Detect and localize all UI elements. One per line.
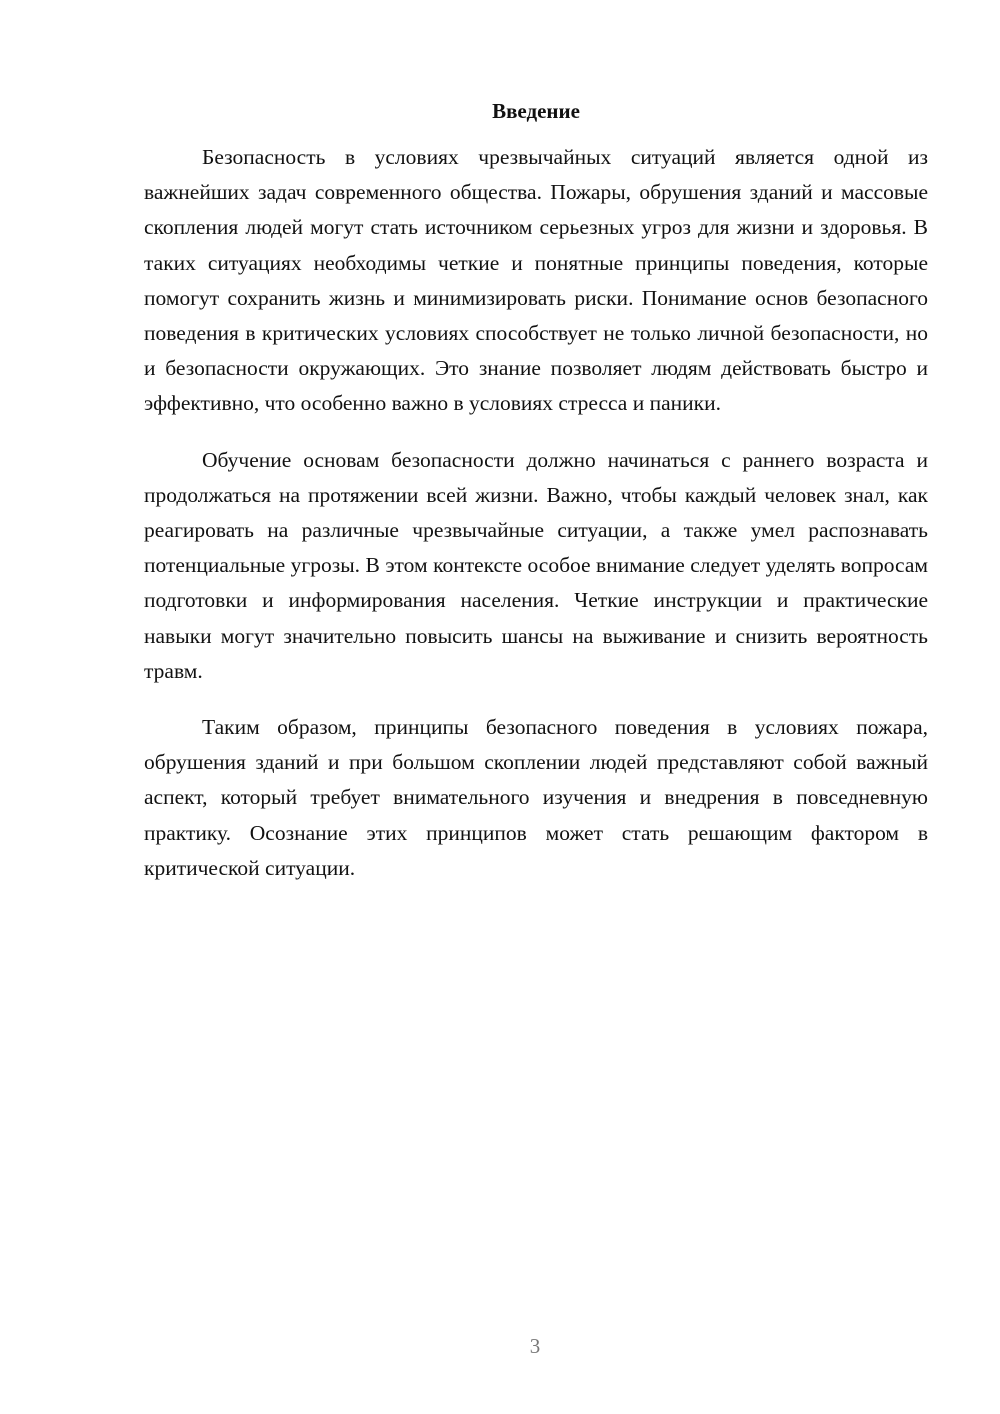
paragraph-3: Таким образом, принципы безопасного поведения в условиях пожара, обрушения зданий и при большом скоплении людей представляют собой важный аспект, который требует внимательного изучения и внедрения в повседневную практику. Осознание этих принципов может стать решающим фактором в критической ситуации. <box>144 715 928 880</box>
page-number: 3 <box>529 1334 541 1358</box>
section-heading: Введение <box>492 99 580 123</box>
paragraph-1: Безопасность в условиях чрезвычайных ситуаций является одной из важнейших задач современного общества. Пожары, обрушения зданий и массовые скопления людей могут стать источником серьезных угроз для жизни и здоровья. В таких ситуациях необходимы четкие и понятные принципы поведения, которые помогут сохранить жизнь и минимизировать риски. Понимание основ безопасного поведения в критических условиях способствует не только личной безопасности, но и безопасности окружающих. Это знание позволяет людям действовать быстро и эффективно, что особенно важно в условиях стресса и паники. <box>144 145 928 416</box>
paragraph-2: Обучение основам безопасности должно начинаться с раннего возраста и продолжаться на протяжении всей жизни. Важно, чтобы каждый человек знал, как реагировать на различные чрезвычайные ситуации, а также умел распознавать потенциальные угрозы. В этом контексте особое внимание следует уделять вопросам подготовки и информирования населения. Четкие инструкции и практические навыки могут значительно повысить шансы на выживание и снизить вероятность травм. <box>144 447 928 683</box>
page-content <box>144 96 928 907</box>
